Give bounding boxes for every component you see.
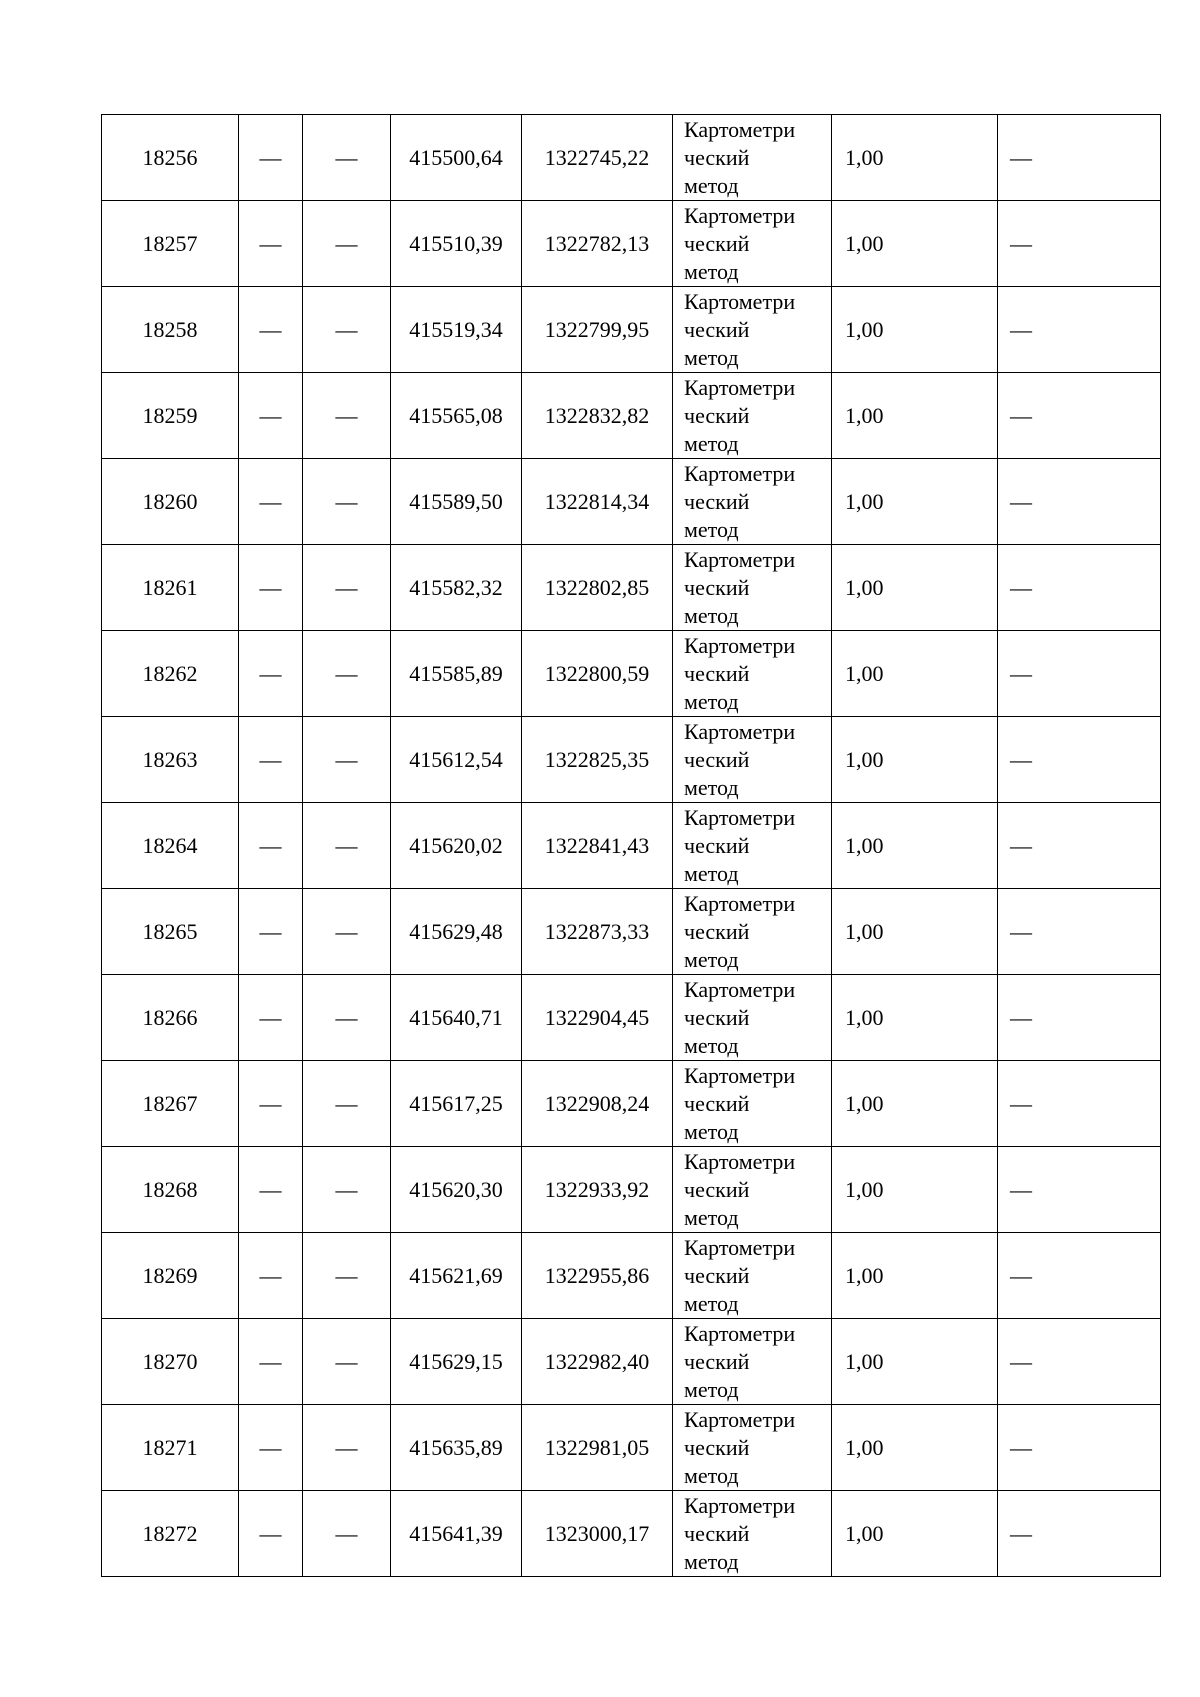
- dash-cell: —: [239, 1061, 303, 1147]
- dash-cell: —: [303, 975, 391, 1061]
- method-text-line: ческий: [684, 574, 750, 600]
- accuracy-cell: 1,00: [832, 1319, 998, 1405]
- method-text-line: Картометри: [684, 1148, 796, 1174]
- coordinate-x-cell: 415629,15: [391, 1319, 522, 1405]
- dash-cell: —: [303, 717, 391, 803]
- method-text-line: Картометри: [684, 202, 796, 228]
- coordinate-y-cell: 1322802,85: [522, 545, 673, 631]
- method-text-line: метод: [684, 1462, 739, 1488]
- point-number-cell: 18261: [102, 545, 239, 631]
- method-text-line: метод: [684, 516, 739, 542]
- table-row: [102, 975, 1161, 1061]
- method-text-line: метод: [684, 344, 739, 370]
- method-text-line: метод: [684, 172, 739, 198]
- coordinate-y-cell: 1322873,33: [522, 889, 673, 975]
- table-row: [102, 545, 1161, 631]
- method-cell: [673, 975, 832, 1061]
- method-text-line: Картометри: [684, 460, 796, 486]
- table-row: [102, 631, 1161, 717]
- dash-cell: —: [998, 459, 1161, 545]
- point-number-cell: 18267: [102, 1061, 239, 1147]
- coordinate-y-cell: 1322814,34: [522, 459, 673, 545]
- dash-cell: —: [998, 631, 1161, 717]
- coordinate-x-cell: 415629,48: [391, 889, 522, 975]
- dash-cell: —: [239, 459, 303, 545]
- dash-cell: —: [998, 1491, 1161, 1577]
- method-text-line: метод: [684, 258, 739, 284]
- accuracy-cell: 1,00: [832, 717, 998, 803]
- coordinate-x-cell: 415635,89: [391, 1405, 522, 1491]
- point-number-cell: 18272: [102, 1491, 239, 1577]
- coordinate-y-cell: 1322782,13: [522, 201, 673, 287]
- accuracy-cell: 1,00: [832, 631, 998, 717]
- method-text-line: Картометри: [684, 804, 796, 830]
- coordinate-x-cell: 415589,50: [391, 459, 522, 545]
- dash-cell: —: [239, 1319, 303, 1405]
- dash-cell: —: [239, 115, 303, 201]
- dash-cell: —: [998, 1233, 1161, 1319]
- coordinate-x-cell: 415565,08: [391, 373, 522, 459]
- coordinate-x-cell: 415641,39: [391, 1491, 522, 1577]
- dash-cell: —: [239, 1405, 303, 1491]
- method-text-line: ческий: [684, 1176, 750, 1202]
- method-text-line: ческий: [684, 488, 750, 514]
- method-text-line: метод: [684, 430, 739, 456]
- table-row: [102, 1233, 1161, 1319]
- coordinate-y-cell: 1322832,82: [522, 373, 673, 459]
- dash-cell: —: [303, 373, 391, 459]
- method-cell: [673, 1319, 832, 1405]
- point-number-cell: 18257: [102, 201, 239, 287]
- accuracy-cell: 1,00: [832, 373, 998, 459]
- table-row: [102, 803, 1161, 889]
- dash-cell: —: [239, 545, 303, 631]
- coordinate-y-cell: 1322825,35: [522, 717, 673, 803]
- method-cell: [673, 1491, 832, 1577]
- method-text-line: метод: [684, 774, 739, 800]
- method-text-line: ческий: [684, 144, 750, 170]
- coordinates-table: [101, 114, 1161, 1577]
- coordinate-y-cell: 1322908,24: [522, 1061, 673, 1147]
- dash-cell: —: [998, 717, 1161, 803]
- method-text-line: Картометри: [684, 374, 796, 400]
- method-text-line: ческий: [684, 918, 750, 944]
- coordinate-y-cell: 1323000,17: [522, 1491, 673, 1577]
- coordinate-x-cell: 415612,54: [391, 717, 522, 803]
- method-text-line: метод: [684, 1376, 739, 1402]
- method-text-line: Картометри: [684, 718, 796, 744]
- method-text-line: метод: [684, 602, 739, 628]
- accuracy-cell: 1,00: [832, 975, 998, 1061]
- accuracy-cell: 1,00: [832, 201, 998, 287]
- method-text-line: Картометри: [684, 1492, 796, 1518]
- point-number-cell: 18260: [102, 459, 239, 545]
- method-cell: [673, 889, 832, 975]
- dash-cell: —: [303, 1405, 391, 1491]
- coordinate-x-cell: 415500,64: [391, 115, 522, 201]
- dash-cell: —: [239, 803, 303, 889]
- dash-cell: —: [303, 1061, 391, 1147]
- dash-cell: —: [998, 975, 1161, 1061]
- coordinate-y-cell: 1322904,45: [522, 975, 673, 1061]
- method-cell: [673, 717, 832, 803]
- accuracy-cell: 1,00: [832, 1147, 998, 1233]
- coordinate-x-cell: 415640,71: [391, 975, 522, 1061]
- point-number-cell: 18269: [102, 1233, 239, 1319]
- coordinate-x-cell: 415620,30: [391, 1147, 522, 1233]
- method-text-line: Картометри: [684, 1234, 796, 1260]
- coordinate-y-cell: 1322799,95: [522, 287, 673, 373]
- coordinate-y-cell: 1322745,22: [522, 115, 673, 201]
- table-row: [102, 373, 1161, 459]
- dash-cell: —: [239, 631, 303, 717]
- method-text-line: Картометри: [684, 1406, 796, 1432]
- method-cell: [673, 201, 832, 287]
- method-text-line: ческий: [684, 832, 750, 858]
- accuracy-cell: 1,00: [832, 803, 998, 889]
- method-cell: [673, 373, 832, 459]
- method-text-line: метод: [684, 1032, 739, 1058]
- dash-cell: —: [239, 1233, 303, 1319]
- accuracy-cell: 1,00: [832, 1405, 998, 1491]
- dash-cell: —: [303, 889, 391, 975]
- table-body: [102, 115, 1161, 1577]
- dash-cell: —: [303, 201, 391, 287]
- method-text-line: Картометри: [684, 1320, 796, 1346]
- coordinate-x-cell: 415582,32: [391, 545, 522, 631]
- coordinate-x-cell: 415585,89: [391, 631, 522, 717]
- method-cell: [673, 1061, 832, 1147]
- method-text-line: ческий: [684, 1262, 750, 1288]
- point-number-cell: 18263: [102, 717, 239, 803]
- method-text-line: Картометри: [684, 632, 796, 658]
- accuracy-cell: 1,00: [832, 889, 998, 975]
- method-text-line: ческий: [684, 1520, 750, 1546]
- table-row: [102, 1491, 1161, 1577]
- accuracy-cell: 1,00: [832, 1491, 998, 1577]
- method-text-line: Картометри: [684, 116, 796, 142]
- coordinate-x-cell: 415620,02: [391, 803, 522, 889]
- accuracy-cell: 1,00: [832, 1233, 998, 1319]
- coordinate-y-cell: 1322982,40: [522, 1319, 673, 1405]
- dash-cell: —: [303, 1491, 391, 1577]
- table-row: [102, 1061, 1161, 1147]
- coordinate-y-cell: 1322933,92: [522, 1147, 673, 1233]
- method-cell: [673, 545, 832, 631]
- point-number-cell: 18268: [102, 1147, 239, 1233]
- table-row: [102, 115, 1161, 201]
- dash-cell: —: [303, 115, 391, 201]
- dash-cell: —: [998, 545, 1161, 631]
- dash-cell: —: [998, 115, 1161, 201]
- coordinate-x-cell: 415519,34: [391, 287, 522, 373]
- table-row: [102, 1319, 1161, 1405]
- dash-cell: —: [303, 1147, 391, 1233]
- dash-cell: —: [303, 459, 391, 545]
- dash-cell: —: [239, 201, 303, 287]
- table-row: [102, 1147, 1161, 1233]
- dash-cell: —: [303, 803, 391, 889]
- method-text-line: ческий: [684, 1090, 750, 1116]
- method-cell: [673, 631, 832, 717]
- method-cell: [673, 1405, 832, 1491]
- method-text-line: ческий: [684, 1348, 750, 1374]
- dash-cell: —: [998, 803, 1161, 889]
- method-cell: [673, 287, 832, 373]
- method-cell: [673, 1147, 832, 1233]
- dash-cell: —: [303, 1233, 391, 1319]
- table-row: [102, 717, 1161, 803]
- dash-cell: —: [998, 1319, 1161, 1405]
- coordinate-x-cell: 415510,39: [391, 201, 522, 287]
- dash-cell: —: [239, 889, 303, 975]
- method-text-line: метод: [684, 860, 739, 886]
- dash-cell: —: [239, 1147, 303, 1233]
- method-text-line: метод: [684, 946, 739, 972]
- accuracy-cell: 1,00: [832, 287, 998, 373]
- method-text-line: ческий: [684, 316, 750, 342]
- method-text-line: метод: [684, 1204, 739, 1230]
- coordinate-y-cell: 1322800,59: [522, 631, 673, 717]
- method-text-line: метод: [684, 688, 739, 714]
- point-number-cell: 18256: [102, 115, 239, 201]
- point-number-cell: 18264: [102, 803, 239, 889]
- method-text-line: метод: [684, 1290, 739, 1316]
- method-cell: [673, 115, 832, 201]
- accuracy-cell: 1,00: [832, 115, 998, 201]
- dash-cell: —: [998, 201, 1161, 287]
- method-text-line: метод: [684, 1548, 739, 1574]
- dash-cell: —: [303, 545, 391, 631]
- dash-cell: —: [303, 1319, 391, 1405]
- coordinate-y-cell: 1322981,05: [522, 1405, 673, 1491]
- dash-cell: —: [303, 287, 391, 373]
- table-row: [102, 1405, 1161, 1491]
- method-text-line: ческий: [684, 660, 750, 686]
- table-row: [102, 889, 1161, 975]
- method-text-line: Картометри: [684, 288, 796, 314]
- dash-cell: —: [998, 287, 1161, 373]
- method-text-line: ческий: [684, 1434, 750, 1460]
- dash-cell: —: [998, 373, 1161, 459]
- method-text-line: Картометри: [684, 890, 796, 916]
- method-cell: [673, 459, 832, 545]
- method-cell: [673, 1233, 832, 1319]
- table-row: [102, 459, 1161, 545]
- coordinate-x-cell: 415621,69: [391, 1233, 522, 1319]
- dash-cell: —: [998, 1405, 1161, 1491]
- dash-cell: —: [998, 889, 1161, 975]
- method-text-line: ческий: [684, 402, 750, 428]
- point-number-cell: 18270: [102, 1319, 239, 1405]
- coordinate-y-cell: 1322955,86: [522, 1233, 673, 1319]
- dash-cell: —: [998, 1147, 1161, 1233]
- method-text-line: ческий: [684, 1004, 750, 1030]
- method-text-line: метод: [684, 1118, 739, 1144]
- method-text-line: Картометри: [684, 546, 796, 572]
- method-text-line: ческий: [684, 230, 750, 256]
- table-row: [102, 201, 1161, 287]
- point-number-cell: 18265: [102, 889, 239, 975]
- table-row: [102, 287, 1161, 373]
- point-number-cell: 18258: [102, 287, 239, 373]
- dash-cell: —: [239, 373, 303, 459]
- dash-cell: —: [998, 1061, 1161, 1147]
- dash-cell: —: [239, 287, 303, 373]
- accuracy-cell: 1,00: [832, 459, 998, 545]
- dash-cell: —: [239, 717, 303, 803]
- coordinate-y-cell: 1322841,43: [522, 803, 673, 889]
- method-text-line: Картометри: [684, 1062, 796, 1088]
- method-text-line: ческий: [684, 746, 750, 772]
- dash-cell: —: [239, 1491, 303, 1577]
- method-cell: [673, 803, 832, 889]
- dash-cell: —: [303, 631, 391, 717]
- accuracy-cell: 1,00: [832, 1061, 998, 1147]
- accuracy-cell: 1,00: [832, 545, 998, 631]
- point-number-cell: 18262: [102, 631, 239, 717]
- method-text-line: Картометри: [684, 976, 796, 1002]
- point-number-cell: 18266: [102, 975, 239, 1061]
- coordinate-x-cell: 415617,25: [391, 1061, 522, 1147]
- point-number-cell: 18259: [102, 373, 239, 459]
- dash-cell: —: [239, 975, 303, 1061]
- point-number-cell: 18271: [102, 1405, 239, 1491]
